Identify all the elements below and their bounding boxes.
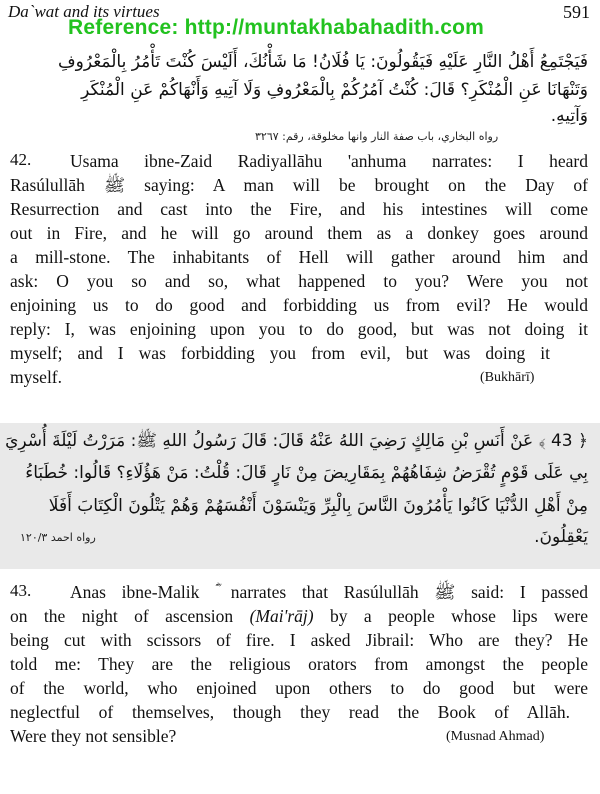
english-line: being cut with scissors of fire. I asked Jibrail: Who are they? He xyxy=(10,630,588,650)
arabic-reference: رواه احمد ١٢٠/٣ xyxy=(20,531,96,544)
arabic-line: وَتَنْهَانَا عَنِ الْمُنْكَرِ؟ قَالَ: كُنْتُ آمُرُكُمْ بِالْمَعْرُوفِ وَلَا آتِيهِ وَأَنْهَاكُمْ عَنِ الْمُنْكَرِ xyxy=(81,80,588,100)
english-line: out in Fire, and he will go around them as a donkey goes around xyxy=(10,223,588,243)
english-line: Anas ibne-Malik ؓ narrates that Rasúlullāh ﷺ said: I passed xyxy=(70,582,588,602)
arabic-line: يَعْقِلُونَ. xyxy=(534,527,588,547)
english-line: enjoining us to do good and forbidding us from evil? He would xyxy=(10,295,588,315)
arabic-line: بِي عَلَى قَوْمٍ تُقْرَضُ شِفَاهُهُمْ بِمَقَارِيضَ مِنْ نَارٍ قَالَ: قُلْتُ: مَنْ هَؤُلَاءِ؟ قَالُوا: خُطَبَاءُ xyxy=(25,463,588,483)
english-line: on the night of ascension (Mai'rāj) by a people whose lips were xyxy=(10,606,588,626)
arabic-line: مِنْ أَهْلِ الدُّنْيَا كَانُوا يَأْمُرُونَ النَّاسَ بِالْبِرِّ وَيَنْسَوْنَ أَنْفُسَهُمْ وَهُمْ يَتْلُونَ الْكِتَابَ أَفَلَا xyxy=(48,496,588,516)
running-head: Da`wat and its virtues xyxy=(8,2,160,21)
arabic-line: وَآتِيهِ. xyxy=(550,106,588,126)
source-citation: (Bukhārī) xyxy=(480,370,535,385)
english-line: neglectful of themselves, though they read the Book of Allāh. xyxy=(10,702,570,722)
source-citation: (Musnad Ahmad) xyxy=(446,729,545,744)
english-line: ask: O you so and so, what happened to you? Were you not xyxy=(10,271,588,291)
english-line: Rasúlullāh ﷺ saying: A man will be brought on the Day of xyxy=(10,175,588,195)
english-line: myself; and I was forbidding you from evil, but was doing it xyxy=(10,343,550,363)
english-line: myself. xyxy=(10,367,63,387)
reference-url: Reference: http://muntakhabahadith.com xyxy=(68,16,484,39)
hadith-number: 42. xyxy=(10,150,32,169)
page-number: 591 xyxy=(563,2,590,22)
english-line: told me: They are the religious orators from amongst the people xyxy=(10,654,588,674)
hadith-number: 43. xyxy=(10,581,32,600)
english-line: Resurrection and cast into the Fire, and his intestines will come xyxy=(10,199,588,219)
english-line: of the world, who enjoined upon others to do good but were xyxy=(10,678,588,698)
arabic-line: ﴿ 43 ﴾ عَنْ أَنَسِ بْنِ مَالِكٍ رَضِيَ اللهُ عَنْهُ قَالَ: قَالَ رَسُولُ اللهِ ﷺ: مَرَرْتُ لَيْلَةَ أُسْرِيَ xyxy=(5,431,588,451)
arabic-line: فَيَجْتَمِعُ أَهْلُ النَّارِ عَلَيْهِ فَيَقُولُونَ: يَا فُلَانُ! مَا شَأْنُكَ، أَلَيْسَ كُنْتَ تَأْمُرُ بِالْمَعْرُوفِ xyxy=(58,52,588,72)
english-line: a mill-stone. The inhabitants of Hell will gather around him and xyxy=(10,247,588,267)
english-line: Usama ibne-Zaid Radiyallāhu 'anhuma narrates: I heard xyxy=(70,151,588,171)
english-line: reply: I, was enjoining upon you to do good, but was not doing it xyxy=(10,319,588,339)
arabic-reference: رواه البخاري، باب صفة النار وانها مخلوقة، رقم: ٣٢٦٧ xyxy=(255,130,499,143)
english-line: Were they not sensible? xyxy=(10,726,177,746)
